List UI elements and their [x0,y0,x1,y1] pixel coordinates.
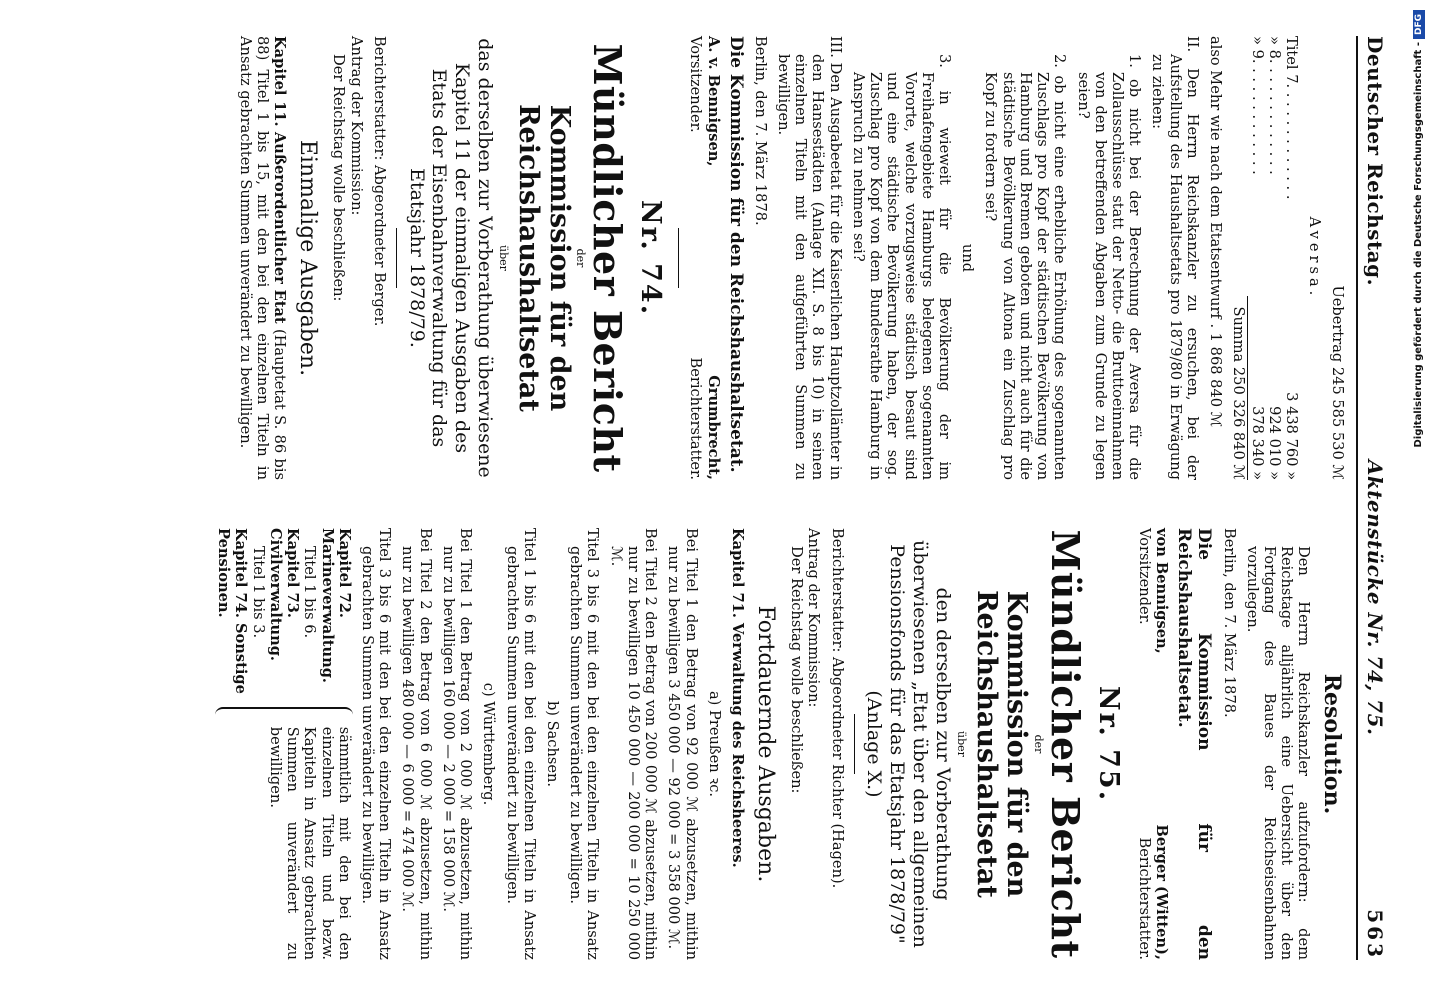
right-column [215,528,1346,960]
curly-brace [215,707,353,721]
brace-text: sämmtlich mit den bei den einzelnen Titeln und bezw. Kapiteln in Ansatz gebrachten Summen unverändert zu bewilligen. [266,726,353,960]
report-title: Mündlicher Bericht [585,43,631,473]
titel-value: 378 340 » [1248,406,1266,480]
mehr-line: also Mehr wie nach dem Etatsentwurf . 1 868 840 ℳ [1207,36,1225,428]
page-number: 563 [1363,909,1387,960]
divider [854,714,855,774]
signature-name: von Bennigsen, [1153,528,1171,654]
section-heading: Fortdauernde Ausgaben. [752,605,778,883]
section-heading: Einmalige Ausgaben. [295,139,321,377]
digitization-sidebar [1405,0,1432,1000]
header-left: Deutscher Reichstag. [1363,36,1387,287]
titel-value: 924 010 » [1265,406,1283,480]
section-ii-intro: II. Den Herrn Reichskanzler zu ersuchen, bei der Aufstellung des Haushaltsetats pro 1879/80 in Erwägung zu ziehen: [1149,36,1201,480]
commission-title: Kommission für den Reichshaushaltsetat [970,590,1033,898]
wuerttemberg-titel-3-6: Titel 3 bis 6 mit den bei den einzelnen Titeln in Ansatz gebrachten Summen unverändert zu bewilligen. [359,528,394,960]
resolution-heading: Resolution. [1319,673,1346,815]
dfg-logo: DFG [1413,10,1425,39]
word-ueber: über [954,731,968,757]
kapitel-11-paragraph [237,36,289,480]
signature-role: Vorsitzender. [1136,528,1154,625]
kapitel-name: Außerordentlicher Etat [271,131,289,324]
uebertrag-line: Uebertrag 245 585 530 ℳ [1329,285,1347,480]
titel-label: » 8. . . . . . . . . . . . . [1265,36,1283,175]
subsection-wuerttemberg: c) Württemberg. [480,682,498,806]
word-der: der [574,248,588,268]
kapitel-72-sub: Titel 1 bis 6. [301,546,319,639]
beschluss-line: Der Reichstag wolle beschließen: [330,54,348,302]
kapitel-74: Kapitel 74. Sonstige Pensionen. [215,528,250,694]
beschluss-line: Der Reichstag wolle beschließen: [788,546,806,794]
antrag-line: Antrag der Kommission: [805,528,823,708]
word-ueber: über [497,245,511,271]
summa-line: Summa 250 326 840 ℳ [1230,296,1248,480]
report-subject: das derselben zur Vorberathung überwiesene Kapitel 11 der einmaligen Ausgaben des Etats der Eisenbahnverwaltung für das Etatsjahr 1878/79. [405,38,497,478]
kapitel-label: Kapitel 11. [271,36,289,127]
rapporteur-line: Berichterstatter: Abgeordneter Berger. [370,36,388,327]
report-subject: den derselben zur Vorberathung überwiesenen „Etat über den allgemeinen Pensionsfonds für das Etatsjahr 1878/79" (Anlage X.) [863,540,954,948]
signature-name: Berger (Witten), [1153,824,1171,960]
sachsen-text: Titel 1 bis 6 mit den bei den einzelnen Titeln in Ansatz gebrachten Summen unverändert zu bewilligen. [503,528,538,960]
report-title: Mündlicher Bericht [1042,529,1088,959]
date-line: Berlin, den 7. März 1878. [751,36,769,226]
commission-title: Kommission für den Reichshaushaltsetat [513,104,575,412]
kapitel-72: Kapitel 72. Marineverwaltung. [318,528,353,684]
titel-table [1248,36,1300,480]
titel-row [1266,36,1283,480]
titel-row [1283,36,1300,480]
signature-role: Berichterstatter. [687,357,705,480]
preussen-titel-1: Bei Titel 1 den Betrag von 92 000 ℳ abzusetzen, mithin nur zu bewilligen 3 450 000 — 92 000 = 3 358 000 ℳ. [665,528,700,960]
signature-role: Vorsitzender. [687,36,705,133]
preussen-titel-3-6: Titel 3 bis 6 mit den bei den einzelnen Titeln in Ansatz gebrachten Summen unverändert zu bewilligen. [567,528,602,960]
signature-role: Berichterstatter. [1136,837,1154,960]
section-iii: III. Den Ausgabeetat für die Kaiserlichen Hauptzollämter in den Hansestädten (Anlage XII. S. 8 bis 10) in seinen einzelnen Titeln mit den aufgeführten Summen zu bewilligen. [775,36,844,480]
page-header [1356,36,1386,960]
commission-line: Die Kommission für den Reichshaushaltsetat. [725,36,746,473]
subsection-preussen: a) Preußen ꝛc. [705,690,723,798]
resolution-text: Den Herrn Reichskanzler aufzufordern: dem Reichstage alljährlich eine Uebersicht über den Fortgang des Baues der Reichseisenbahnen vorzulegen. [1243,546,1313,960]
titel-value: 3 438 760 » [1282,392,1300,480]
signature-row [687,36,721,480]
titel-label: » 9. . . . . . . . . . . . . [1248,36,1266,175]
kapitel-73-sub: Titel 1 bis 3. [249,546,267,639]
section-ii-item-2: 2. ob nicht eine erhebliche Erhöhung des sogenannten Zuschlags pro Kopf der städtischen Bevölkerung von Hamburg und Bremen geboten und nicht auch für die städtische Bevölkerung von Altona ein Zuschlag pro Kopf zu fordern sei? [982,54,1069,480]
rapporteur-line: Berichterstatter: Abgeordneter Richter (Hagen). [828,528,846,889]
kapitel-72-74-block [215,528,353,960]
document-number: Nr. 74. [635,199,667,317]
aversa-heading: Aversa. [1306,216,1324,300]
digitization-credit: Digitalisierung gefördert durch die Deutsche Forschungsgemeinschaft - [1413,42,1424,448]
section-ii-item-1: 1. ob nicht bei der Berechnung der Aversa für die Zollausschlüsse statt der Netto- die Bruttoeinnahmen von den betreffenden Abgaben zum Grunde zu legen seien? [1074,54,1144,480]
signature-name: Grumbrecht, [704,375,722,480]
wuerttemberg-titel-1: Bei Titel 1 den Betrag von 2 000 ℳ abzusetzen, mithin nur zu bewilligen 160 000 — 2 000 = 158 000 ℳ. [439,528,475,960]
header-middle: Aktenstücke Nr. 74, 75. [1363,459,1387,736]
signature-name: A. v. Bennigsen, [704,36,722,167]
left-column [215,36,1346,480]
wuerttemberg-titel-2: Bei Titel 2 den Betrag von 6 000 ℳ abzusetzen, mithin nur zu bewilligen 480 000 — 6 000 = 474 000 ℳ. [399,528,434,960]
preussen-titel-2: Bei Titel 2 den Betrag von 200 000 ℳ abzusetzen, mithin nur zu bewilligen 10 450 000 — 200 000 = 10 250 000 ℳ. [607,528,660,960]
titel-row [1248,36,1265,480]
document-number: Nr. 75. [1092,685,1124,803]
commission-line: Die Kommission für den Reichshaushaltsetat. [1174,528,1215,960]
kapitel-text: (Hauptetat S. 86 bis 88) Titel 1 bis 15, mit den bei den einzelnen Titeln in Ansatz gebrachten Summen unverändert zu bewilligen. [236,36,289,480]
divider [678,228,679,288]
kapitel-71-heading: Kapitel 71. Verwaltung des Reichsheeres. [728,528,746,868]
divider [396,228,397,288]
und-word: und [959,243,977,273]
kapitel-73: Kapitel 73. Civilverwaltung. [266,528,302,661]
subsection-sachsen: b) Sachsen. [544,700,561,788]
titel-label: Titel 7. . . . . . . . . . . . . [1282,36,1300,200]
antrag-line: Antrag der Kommission: [347,36,365,216]
word-der: der [1032,734,1046,754]
date-line: Berlin, den 7. März 1878. [1220,528,1238,718]
signature-row [1136,528,1170,960]
section-ii-item-3: 3. in wieweit für die Bevölkerung der im Freihafengebiete Hamburgs belegenen sogenannten Vororte, welche vorzugsweise städtisch besaut sind und eine städtische Bevölkerung haben, der sog. Zuschlag pro Kopf von dem Bundesrathe Hamburg in Anspruch zu nehmen sei? [849,54,954,480]
